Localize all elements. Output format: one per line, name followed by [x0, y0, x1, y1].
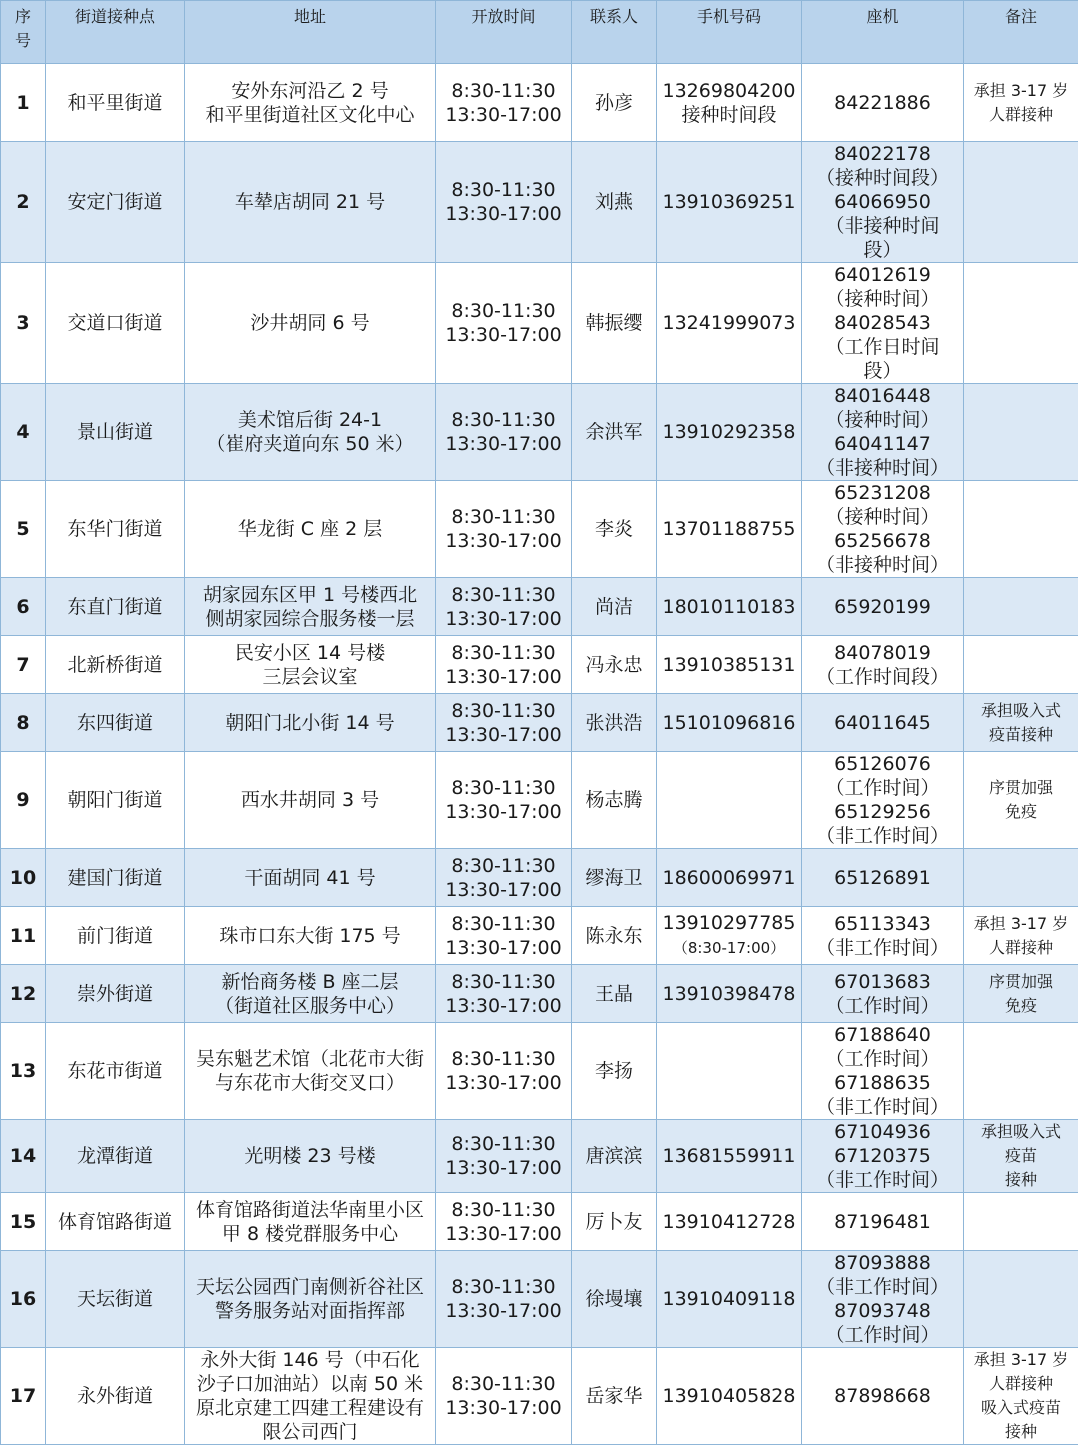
cell-note	[964, 384, 1078, 481]
cell-point: 东四街道	[46, 694, 185, 752]
mobile-number: 15101096816	[663, 712, 796, 734]
cell-landline: 87196481	[802, 1193, 964, 1251]
cell-point: 东华门街道	[46, 481, 185, 578]
cell-point: 和平里街道	[46, 64, 185, 142]
cell-contact: 王晶	[572, 965, 657, 1023]
cell-note: 承担吸入式 疫苗接种	[964, 694, 1078, 752]
cell-mobile	[657, 752, 802, 849]
table-row	[1, 384, 1078, 481]
cell-hours: 8:30-11:30 13:30-17:00	[436, 578, 572, 636]
cell-point: 东直门街道	[46, 578, 185, 636]
cell-contact: 李扬	[572, 1023, 657, 1120]
cell-address: 天坛公园西门南侧祈谷社区 警务服务站对面指挥部	[185, 1251, 436, 1348]
cell-mobile	[657, 694, 802, 752]
cell-seq: 12	[1, 965, 46, 1023]
cell-seq: 13	[1, 1023, 46, 1120]
cell-landline: 65126891	[802, 849, 964, 907]
mobile-number: 18600069971	[663, 867, 796, 889]
cell-contact: 刘燕	[572, 142, 657, 263]
mobile-number: 13910412728	[663, 1211, 796, 1233]
cell-point: 交道口街道	[46, 263, 185, 384]
cell-mobile	[657, 263, 802, 384]
cell-mobile	[657, 481, 802, 578]
cell-mobile	[657, 1193, 802, 1251]
cell-mobile	[657, 907, 802, 965]
table-row	[1, 1193, 1078, 1251]
cell-contact: 陈永东	[572, 907, 657, 965]
cell-note	[964, 263, 1078, 384]
cell-note: 序贯加强 免疫	[964, 752, 1078, 849]
table-row	[1, 64, 1078, 142]
header-seq: 序 号	[1, 1, 46, 64]
cell-contact: 余洪军	[572, 384, 657, 481]
cell-contact: 杨志腾	[572, 752, 657, 849]
mobile-number: 13241999073	[663, 312, 796, 334]
cell-contact: 韩振缨	[572, 263, 657, 384]
cell-seq: 15	[1, 1193, 46, 1251]
cell-point: 前门街道	[46, 907, 185, 965]
cell-note: 序贯加强 免疫	[964, 965, 1078, 1023]
cell-hours: 8:30-11:30 13:30-17:00	[436, 1193, 572, 1251]
table-row	[1, 636, 1078, 694]
cell-mobile	[657, 1348, 802, 1445]
cell-hours: 8:30-11:30 13:30-17:00	[436, 694, 572, 752]
cell-address: 华龙街 C 座 2 层	[185, 481, 436, 578]
cell-note: 承担 3-17 岁 人群接种	[964, 907, 1078, 965]
cell-hours: 8:30-11:30 13:30-17:00	[436, 142, 572, 263]
cell-seq: 9	[1, 752, 46, 849]
cell-note	[964, 578, 1078, 636]
cell-mobile	[657, 384, 802, 481]
cell-hours: 8:30-11:30 13:30-17:00	[436, 1023, 572, 1120]
cell-seq: 1	[1, 64, 46, 142]
cell-mobile	[657, 578, 802, 636]
cell-landline: 84022178 （接种时间段） 64066950 （非接种时间 段）	[802, 142, 964, 263]
cell-landline: 87898668	[802, 1348, 964, 1445]
cell-point: 天坛街道	[46, 1251, 185, 1348]
cell-mobile	[657, 1251, 802, 1348]
cell-landline: 65920199	[802, 578, 964, 636]
cell-seq: 7	[1, 636, 46, 694]
cell-contact: 李炎	[572, 481, 657, 578]
mobile-number: 13910292358	[663, 421, 796, 443]
table-row	[1, 142, 1078, 263]
cell-point: 龙潭街道	[46, 1120, 185, 1193]
cell-seq: 10	[1, 849, 46, 907]
cell-hours: 8:30-11:30 13:30-17:00	[436, 1120, 572, 1193]
mobile-number: 13910405828	[663, 1385, 796, 1407]
cell-mobile	[657, 1023, 802, 1120]
cell-note	[964, 1193, 1078, 1251]
cell-point: 朝阳门街道	[46, 752, 185, 849]
cell-address: 永外大街 146 号（中石化 沙子口加油站）以南 50 米 原北京建工四建工程建设有 限公司西门	[185, 1348, 436, 1445]
cell-note	[964, 1251, 1078, 1348]
mobile-number: 13269804200 接种时间段	[663, 80, 796, 126]
cell-address: 安外东河沿乙 2 号 和平里街道社区文化中心	[185, 64, 436, 142]
cell-landline: 64011645	[802, 694, 964, 752]
cell-note	[964, 849, 1078, 907]
cell-address: 光明楼 23 号楼	[185, 1120, 436, 1193]
table-header-row	[1, 1, 1078, 64]
cell-landline: 67188640 （工作时间） 67188635 （非工作时间）	[802, 1023, 964, 1120]
header-mobile: 手机号码	[657, 1, 802, 64]
cell-contact: 徐墁壤	[572, 1251, 657, 1348]
cell-point: 建国门街道	[46, 849, 185, 907]
table-row	[1, 965, 1078, 1023]
cell-point: 北新桥街道	[46, 636, 185, 694]
mobile-number: 13681559911	[663, 1145, 796, 1167]
cell-landline: 64012619 （接种时间） 84028543 （工作日时间 段）	[802, 263, 964, 384]
cell-note	[964, 636, 1078, 694]
cell-hours: 8:30-11:30 13:30-17:00	[436, 64, 572, 142]
cell-address: 车辇店胡同 21 号	[185, 142, 436, 263]
cell-mobile	[657, 1120, 802, 1193]
cell-landline: 65113343 （非工作时间）	[802, 907, 964, 965]
cell-mobile	[657, 636, 802, 694]
cell-hours: 8:30-11:30 13:30-17:00	[436, 263, 572, 384]
cell-seq: 14	[1, 1120, 46, 1193]
cell-contact: 厉卜友	[572, 1193, 657, 1251]
header-note: 备注	[964, 1, 1078, 64]
mobile-number: 13910297785	[663, 912, 796, 934]
table-row	[1, 481, 1078, 578]
table-row	[1, 1120, 1078, 1193]
cell-note: 承担吸入式 疫苗 接种	[964, 1120, 1078, 1193]
cell-address: 珠市口东大街 175 号	[185, 907, 436, 965]
cell-seq: 3	[1, 263, 46, 384]
cell-hours: 8:30-11:30 13:30-17:00	[436, 849, 572, 907]
table-row	[1, 1023, 1078, 1120]
table-row	[1, 849, 1078, 907]
cell-point: 安定门街道	[46, 142, 185, 263]
cell-hours: 8:30-11:30 13:30-17:00	[436, 752, 572, 849]
cell-note	[964, 481, 1078, 578]
cell-point: 崇外街道	[46, 965, 185, 1023]
header-hours: 开放时间	[436, 1, 572, 64]
cell-note	[964, 1023, 1078, 1120]
table-row	[1, 1251, 1078, 1348]
cell-landline: 84221886	[802, 64, 964, 142]
mobile-number: 13910385131	[663, 654, 796, 676]
mobile-number: 13910409118	[663, 1288, 796, 1310]
cell-landline: 65126076 （工作时间） 65129256 （非工作时间）	[802, 752, 964, 849]
cell-landline: 67013683 （工作时间）	[802, 965, 964, 1023]
cell-contact: 张洪浩	[572, 694, 657, 752]
cell-landline: 65231208 （接种时间） 65256678 （非接种时间）	[802, 481, 964, 578]
cell-contact: 唐滨滨	[572, 1120, 657, 1193]
cell-seq: 8	[1, 694, 46, 752]
cell-mobile	[657, 64, 802, 142]
mobile-hours: （8:30-17:00）	[673, 939, 785, 957]
cell-contact: 岳家华	[572, 1348, 657, 1445]
cell-note: 承担 3-17 岁 人群接种 吸入式疫苗 接种	[964, 1348, 1078, 1445]
table-row	[1, 263, 1078, 384]
cell-address: 胡家园东区甲 1 号楼西北 侧胡家园综合服务楼一层	[185, 578, 436, 636]
header-address: 地址	[185, 1, 436, 64]
cell-address: 吴东魁艺术馆（北花市大街 与东花市大街交叉口）	[185, 1023, 436, 1120]
cell-mobile	[657, 849, 802, 907]
cell-address: 沙井胡同 6 号	[185, 263, 436, 384]
cell-contact: 孙彦	[572, 64, 657, 142]
cell-point: 体育馆路街道	[46, 1193, 185, 1251]
table-row	[1, 1348, 1078, 1445]
cell-address: 民安小区 14 号楼 三层会议室	[185, 636, 436, 694]
cell-hours: 8:30-11:30 13:30-17:00	[436, 636, 572, 694]
cell-contact: 尚洁	[572, 578, 657, 636]
cell-address: 新怡商务楼 B 座二层 （街道社区服务中心）	[185, 965, 436, 1023]
cell-seq: 2	[1, 142, 46, 263]
mobile-number: 13701188755	[663, 518, 796, 540]
cell-landline: 67104936 67120375 （非工作时间）	[802, 1120, 964, 1193]
cell-hours: 8:30-11:30 13:30-17:00	[436, 1251, 572, 1348]
cell-address: 体育馆路街道法华南里小区 甲 8 楼党群服务中心	[185, 1193, 436, 1251]
header-contact: 联系人	[572, 1, 657, 64]
cell-landline: 84078019 （工作时间段）	[802, 636, 964, 694]
cell-seq: 5	[1, 481, 46, 578]
cell-address: 西水井胡同 3 号	[185, 752, 436, 849]
cell-address: 美术馆后街 24-1 （崔府夹道向东 50 米）	[185, 384, 436, 481]
cell-hours: 8:30-11:30 13:30-17:00	[436, 965, 572, 1023]
cell-seq: 17	[1, 1348, 46, 1445]
cell-mobile	[657, 965, 802, 1023]
cell-mobile	[657, 142, 802, 263]
cell-point: 东花市街道	[46, 1023, 185, 1120]
cell-hours: 8:30-11:30 13:30-17:00	[436, 1348, 572, 1445]
cell-hours: 8:30-11:30 13:30-17:00	[436, 384, 572, 481]
table-row	[1, 578, 1078, 636]
cell-point: 景山街道	[46, 384, 185, 481]
cell-landline: 87093888 （非工作时间） 87093748 （工作时间）	[802, 1251, 964, 1348]
cell-note: 承担 3-17 岁 人群接种	[964, 64, 1078, 142]
cell-seq: 6	[1, 578, 46, 636]
cell-contact: 缪海卫	[572, 849, 657, 907]
cell-seq: 11	[1, 907, 46, 965]
header-point: 街道接种点	[46, 1, 185, 64]
cell-hours: 8:30-11:30 13:30-17:00	[436, 481, 572, 578]
mobile-number: 13910398478	[663, 983, 796, 1005]
table-body	[1, 64, 1078, 1445]
cell-seq: 4	[1, 384, 46, 481]
cell-contact: 冯永忠	[572, 636, 657, 694]
cell-address: 朝阳门北小街 14 号	[185, 694, 436, 752]
header-landline: 座机	[802, 1, 964, 64]
cell-hours: 8:30-11:30 13:30-17:00	[436, 907, 572, 965]
table-row	[1, 752, 1078, 849]
cell-point: 永外街道	[46, 1348, 185, 1445]
table-row	[1, 694, 1078, 752]
table-row	[1, 907, 1078, 965]
cell-address: 干面胡同 41 号	[185, 849, 436, 907]
cell-seq: 16	[1, 1251, 46, 1348]
mobile-number: 13910369251	[663, 191, 796, 213]
cell-note	[964, 142, 1078, 263]
mobile-number: 18010110183	[663, 596, 796, 618]
cell-landline: 84016448 （接种时间） 64041147 （非接种时间）	[802, 384, 964, 481]
